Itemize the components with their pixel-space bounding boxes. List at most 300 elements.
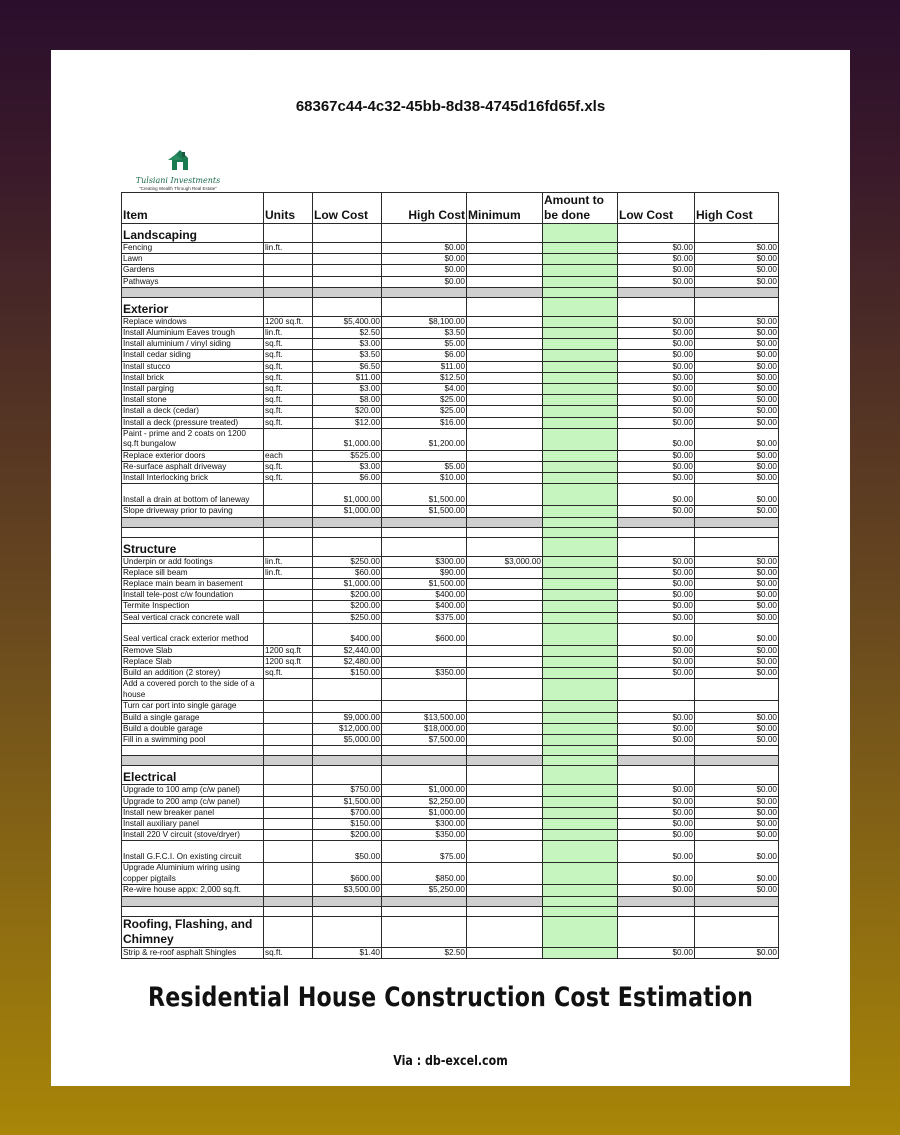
cell-minimum xyxy=(467,537,543,556)
cell-low-cost: $700.00 xyxy=(313,807,382,818)
cell-low-cost: $3.00 xyxy=(313,339,382,350)
cell-high-cost: $12.50 xyxy=(382,372,467,383)
cell-total-high xyxy=(695,756,779,766)
table-row xyxy=(122,384,779,395)
cell-total-low: $0.00 xyxy=(618,361,695,372)
cell-low-cost: $1,000.00 xyxy=(313,506,382,517)
cell-low-cost xyxy=(313,746,382,756)
cell-minimum xyxy=(467,657,543,668)
cell-minimum xyxy=(467,243,543,254)
cell-amount xyxy=(543,679,618,701)
cell-minimum xyxy=(467,406,543,417)
cell-minimum xyxy=(467,579,543,590)
cell-minimum xyxy=(467,863,543,885)
cell-low-cost xyxy=(313,265,382,276)
cell-total-high: $0.00 xyxy=(695,785,779,796)
cell-low-cost xyxy=(313,287,382,297)
cell-high-cost xyxy=(382,537,467,556)
cell-units xyxy=(264,896,313,906)
cell-units xyxy=(264,224,313,243)
cell-item: Install stucco xyxy=(122,361,264,372)
cell-total-low: $0.00 xyxy=(618,450,695,461)
cell-high-cost xyxy=(382,906,467,916)
cell-total-high: $0.00 xyxy=(695,395,779,406)
cell-amount xyxy=(543,556,618,567)
cell-amount xyxy=(543,712,618,723)
cell-total-high: $0.00 xyxy=(695,841,779,863)
cell-low-cost: $11.00 xyxy=(313,372,382,383)
table-row xyxy=(122,735,779,746)
cell-item: Underpin or add footings xyxy=(122,556,264,567)
cell-minimum xyxy=(467,350,543,361)
cell-total-low: $0.00 xyxy=(618,830,695,841)
cell-high-cost xyxy=(382,657,467,668)
cell-item: Install parging xyxy=(122,384,264,395)
cell-total-high: $0.00 xyxy=(695,818,779,829)
cell-units xyxy=(264,601,313,612)
cell-total-high: $0.00 xyxy=(695,254,779,265)
cell-units: 1200 sq.ft xyxy=(264,645,313,656)
cell-total-low: $0.00 xyxy=(618,645,695,656)
cell-total-low: $0.00 xyxy=(618,712,695,723)
cell-total-low: $0.00 xyxy=(618,556,695,567)
table-row xyxy=(122,579,779,590)
cell-units: sq.ft. xyxy=(264,473,313,484)
cell-high-cost xyxy=(382,450,467,461)
cell-minimum xyxy=(467,947,543,958)
section-header-row xyxy=(122,766,779,785)
caption-source: Via : db-excel.com xyxy=(393,1054,508,1069)
cell-units xyxy=(264,254,313,265)
cell-total-low: $0.00 xyxy=(618,735,695,746)
cell-units xyxy=(264,701,313,712)
cell-item: Replace Slab xyxy=(122,657,264,668)
cell-item xyxy=(122,527,264,537)
cell-amount xyxy=(543,906,618,916)
cell-low-cost: $150.00 xyxy=(313,668,382,679)
cell-low-cost xyxy=(313,916,382,947)
cell-item: Fencing xyxy=(122,243,264,254)
cell-low-cost: $750.00 xyxy=(313,785,382,796)
cell-amount xyxy=(543,276,618,287)
table-row xyxy=(122,885,779,896)
cell-amount xyxy=(543,796,618,807)
table-row xyxy=(122,668,779,679)
table-row xyxy=(122,254,779,265)
cell-amount xyxy=(543,841,618,863)
cell-total-high: $0.00 xyxy=(695,623,779,645)
cell-minimum xyxy=(467,807,543,818)
cell-minimum xyxy=(467,428,543,450)
cell-high-cost: $5.00 xyxy=(382,339,467,350)
cell-high-cost xyxy=(382,645,467,656)
cell-low-cost: $9,000.00 xyxy=(313,712,382,723)
cell-high-cost: $75.00 xyxy=(382,841,467,863)
cell-units: sq.ft. xyxy=(264,339,313,350)
cell-item: Install G.F.C.I. On existing circuit xyxy=(122,841,264,863)
cell-units: sq.ft. xyxy=(264,395,313,406)
cell-low-cost: $8.00 xyxy=(313,395,382,406)
cell-high-cost: $7,500.00 xyxy=(382,735,467,746)
cell-amount xyxy=(543,612,618,623)
cell-total-high: $0.00 xyxy=(695,885,779,896)
table-row xyxy=(122,796,779,807)
cell-minimum xyxy=(467,328,543,339)
cell-total-high xyxy=(695,896,779,906)
cell-units xyxy=(264,863,313,885)
document-page xyxy=(51,50,850,1086)
cell-low-cost xyxy=(313,766,382,785)
cell-low-cost: $5,400.00 xyxy=(313,316,382,327)
cell-item xyxy=(122,287,264,297)
spacer-row xyxy=(122,746,779,756)
table-row xyxy=(122,818,779,829)
cell-high-cost: $0.00 xyxy=(382,265,467,276)
cell-low-cost: $600.00 xyxy=(313,863,382,885)
cell-total-high: $0.00 xyxy=(695,372,779,383)
cell-high-cost: $0.00 xyxy=(382,254,467,265)
cell-total-high: $0.00 xyxy=(695,796,779,807)
cell-item: Install tele-post c/w foundation xyxy=(122,590,264,601)
cell-minimum xyxy=(467,645,543,656)
cell-item: Paint - prime and 2 coats on 1200 sq.ft bungalow xyxy=(122,428,264,450)
cell-low-cost: $2.50 xyxy=(313,328,382,339)
header-amount: Amount to be done xyxy=(543,193,618,224)
cell-minimum xyxy=(467,623,543,645)
cell-high-cost xyxy=(382,297,467,316)
document-title: 68367c44-4c32-45bb-8d38-4745d16fd65f.xls xyxy=(295,98,606,115)
cell-high-cost: $375.00 xyxy=(382,612,467,623)
cell-low-cost: $2,480.00 xyxy=(313,657,382,668)
cell-item: Install aluminium / vinyl siding xyxy=(122,339,264,350)
cell-high-cost: $18,000.00 xyxy=(382,723,467,734)
cell-minimum xyxy=(467,785,543,796)
cell-high-cost: $1,500.00 xyxy=(382,506,467,517)
cell-item: Install auxiliary panel xyxy=(122,818,264,829)
cell-high-cost: $1,000.00 xyxy=(382,785,467,796)
cell-amount xyxy=(543,339,618,350)
cell-low-cost: $12.00 xyxy=(313,417,382,428)
cell-units xyxy=(264,756,313,766)
cell-units: lin.ft. xyxy=(264,243,313,254)
cell-total-low xyxy=(618,746,695,756)
cell-units xyxy=(264,590,313,601)
cell-minimum xyxy=(467,756,543,766)
cell-low-cost: $250.00 xyxy=(313,612,382,623)
cell-total-high: $0.00 xyxy=(695,450,779,461)
cell-units xyxy=(264,916,313,947)
cell-minimum xyxy=(467,567,543,578)
cell-item: Structure xyxy=(122,537,264,556)
company-logo xyxy=(123,146,233,194)
cell-minimum xyxy=(467,612,543,623)
cell-total-high: $0.00 xyxy=(695,328,779,339)
cell-high-cost: $1,500.00 xyxy=(382,484,467,506)
header-units: Units xyxy=(264,193,313,224)
cell-total-low: $0.00 xyxy=(618,612,695,623)
cell-item: Install a deck (cedar) xyxy=(122,406,264,417)
cell-amount xyxy=(543,623,618,645)
cell-units: sq.ft. xyxy=(264,406,313,417)
cell-units xyxy=(264,428,313,450)
cell-total-low: $0.00 xyxy=(618,885,695,896)
table-row xyxy=(122,428,779,450)
cell-units xyxy=(264,506,313,517)
cell-minimum xyxy=(467,841,543,863)
cell-minimum xyxy=(467,450,543,461)
cell-item: Install a drain at bottom of laneway xyxy=(122,484,264,506)
cell-high-cost: $300.00 xyxy=(382,818,467,829)
cell-units xyxy=(264,796,313,807)
cell-minimum xyxy=(467,361,543,372)
cell-minimum xyxy=(467,679,543,701)
cell-total-low: $0.00 xyxy=(618,328,695,339)
cell-high-cost: $11.00 xyxy=(382,361,467,372)
cell-amount xyxy=(543,723,618,734)
header-low-cost: Low Cost xyxy=(313,193,382,224)
table-row xyxy=(122,276,779,287)
cell-minimum xyxy=(467,712,543,723)
cell-amount xyxy=(543,406,618,417)
cell-total-low xyxy=(618,287,695,297)
cell-total-high: $0.00 xyxy=(695,807,779,818)
cell-units: sq.ft. xyxy=(264,350,313,361)
table-row xyxy=(122,701,779,712)
cell-high-cost: $3.50 xyxy=(382,328,467,339)
cell-item xyxy=(122,756,264,766)
cell-total-low: $0.00 xyxy=(618,484,695,506)
cell-amount xyxy=(543,830,618,841)
cell-low-cost xyxy=(313,537,382,556)
cell-minimum xyxy=(467,276,543,287)
cell-minimum xyxy=(467,339,543,350)
header-minimum: Minimum xyxy=(467,193,543,224)
cell-item: Build a single garage xyxy=(122,712,264,723)
cell-minimum xyxy=(467,885,543,896)
cell-amount xyxy=(543,567,618,578)
cell-low-cost: $3.50 xyxy=(313,350,382,361)
cell-high-cost: $400.00 xyxy=(382,590,467,601)
cell-total-low: $0.00 xyxy=(618,723,695,734)
cell-minimum xyxy=(467,746,543,756)
cell-high-cost xyxy=(382,701,467,712)
cell-amount xyxy=(543,328,618,339)
cell-units xyxy=(264,830,313,841)
cell-item: Upgrade to 200 amp (c/w panel) xyxy=(122,796,264,807)
table-row xyxy=(122,462,779,473)
table-row xyxy=(122,601,779,612)
cell-item: Landscaping xyxy=(122,224,264,243)
table-row xyxy=(122,350,779,361)
cell-units: sq.ft. xyxy=(264,417,313,428)
cell-total-high: $0.00 xyxy=(695,735,779,746)
cell-minimum xyxy=(467,701,543,712)
cell-units xyxy=(264,807,313,818)
cell-amount xyxy=(543,785,618,796)
cell-units: lin.ft. xyxy=(264,328,313,339)
cell-units xyxy=(264,841,313,863)
cell-minimum xyxy=(467,590,543,601)
cell-total-low: $0.00 xyxy=(618,796,695,807)
cell-amount xyxy=(543,265,618,276)
cell-minimum xyxy=(467,417,543,428)
table-row xyxy=(122,807,779,818)
cell-total-low: $0.00 xyxy=(618,243,695,254)
cell-amount xyxy=(543,818,618,829)
cell-minimum xyxy=(467,723,543,734)
cell-total-high xyxy=(695,527,779,537)
cell-total-low xyxy=(618,756,695,766)
spacer-row xyxy=(122,906,779,916)
cell-item: Build a double garage xyxy=(122,723,264,734)
cell-total-high xyxy=(695,746,779,756)
cell-total-high: $0.00 xyxy=(695,243,779,254)
cell-minimum xyxy=(467,484,543,506)
cell-high-cost: $25.00 xyxy=(382,406,467,417)
cell-low-cost: $1,500.00 xyxy=(313,796,382,807)
table-row xyxy=(122,947,779,958)
cell-minimum xyxy=(467,601,543,612)
cell-amount xyxy=(543,316,618,327)
cell-amount xyxy=(543,701,618,712)
cell-total-high: $0.00 xyxy=(695,484,779,506)
cell-amount xyxy=(543,361,618,372)
cell-high-cost xyxy=(382,766,467,785)
header-total-high: High Cost xyxy=(695,193,779,224)
cell-units xyxy=(264,818,313,829)
cell-item: Replace sill beam xyxy=(122,567,264,578)
cell-total-low: $0.00 xyxy=(618,785,695,796)
cell-total-low xyxy=(618,679,695,701)
cell-low-cost: $6.50 xyxy=(313,361,382,372)
cell-total-low: $0.00 xyxy=(618,417,695,428)
cell-amount xyxy=(543,384,618,395)
cell-total-low: $0.00 xyxy=(618,623,695,645)
cell-item: Install stone xyxy=(122,395,264,406)
cell-high-cost xyxy=(382,916,467,947)
cell-total-low: $0.00 xyxy=(618,473,695,484)
cell-low-cost: $6.00 xyxy=(313,473,382,484)
cell-total-low: $0.00 xyxy=(618,276,695,287)
cell-low-cost xyxy=(313,679,382,701)
cell-units xyxy=(264,623,313,645)
cell-total-high: $0.00 xyxy=(695,350,779,361)
caption-banner xyxy=(51,972,850,1086)
cell-high-cost: $1,500.00 xyxy=(382,579,467,590)
cell-total-high xyxy=(695,517,779,527)
cell-amount xyxy=(543,428,618,450)
cell-high-cost: $0.00 xyxy=(382,276,467,287)
cell-minimum xyxy=(467,372,543,383)
cell-low-cost: $1,000.00 xyxy=(313,579,382,590)
cell-total-high xyxy=(695,297,779,316)
spacer-row xyxy=(122,527,779,537)
caption-title: Residential House Construction Cost Estimation xyxy=(147,982,754,1013)
cell-minimum xyxy=(467,735,543,746)
cell-item: Install brick xyxy=(122,372,264,383)
cell-units xyxy=(264,746,313,756)
cell-total-high: $0.00 xyxy=(695,506,779,517)
cell-total-high xyxy=(695,287,779,297)
cell-units: each xyxy=(264,450,313,461)
cell-total-high: $0.00 xyxy=(695,590,779,601)
cell-units xyxy=(264,287,313,297)
cell-amount xyxy=(543,473,618,484)
cell-low-cost xyxy=(313,896,382,906)
cell-item: Exterior xyxy=(122,297,264,316)
cell-total-high: $0.00 xyxy=(695,428,779,450)
spacer-row xyxy=(122,287,779,297)
cell-minimum xyxy=(467,316,543,327)
cell-high-cost xyxy=(382,679,467,701)
table-row xyxy=(122,785,779,796)
cell-amount xyxy=(543,254,618,265)
cell-amount xyxy=(543,947,618,958)
cell-total-low xyxy=(618,537,695,556)
cell-total-high: $0.00 xyxy=(695,406,779,417)
cell-low-cost xyxy=(313,756,382,766)
cell-minimum xyxy=(467,297,543,316)
cell-units xyxy=(264,265,313,276)
cell-total-high xyxy=(695,224,779,243)
cell-total-low: $0.00 xyxy=(618,384,695,395)
cell-total-low: $0.00 xyxy=(618,462,695,473)
cell-units: sq.ft. xyxy=(264,384,313,395)
cell-total-high: $0.00 xyxy=(695,473,779,484)
cell-high-cost: $0.00 xyxy=(382,243,467,254)
cell-amount xyxy=(543,527,618,537)
cell-high-cost xyxy=(382,517,467,527)
cell-high-cost: $350.00 xyxy=(382,668,467,679)
cell-minimum xyxy=(467,506,543,517)
section-header-row xyxy=(122,224,779,243)
cell-item: Turn car port into single garage xyxy=(122,701,264,712)
houses-logo-icon xyxy=(168,146,192,174)
table-row xyxy=(122,339,779,350)
table-row xyxy=(122,556,779,567)
cell-units xyxy=(264,735,313,746)
cell-total-low: $0.00 xyxy=(618,567,695,578)
cell-item: Re-wire house appx: 2,000 sq.ft. xyxy=(122,885,264,896)
cell-total-high: $0.00 xyxy=(695,830,779,841)
cell-units: sq.ft. xyxy=(264,462,313,473)
cell-total-high: $0.00 xyxy=(695,668,779,679)
cell-amount xyxy=(543,807,618,818)
cell-total-low xyxy=(618,701,695,712)
cell-total-low: $0.00 xyxy=(618,428,695,450)
table-row xyxy=(122,406,779,417)
cell-low-cost: $3.00 xyxy=(313,384,382,395)
cell-total-high: $0.00 xyxy=(695,567,779,578)
cell-low-cost: $1,000.00 xyxy=(313,484,382,506)
cell-item: Replace exterior doors xyxy=(122,450,264,461)
cell-low-cost: $1.40 xyxy=(313,947,382,958)
cell-minimum xyxy=(467,517,543,527)
cell-amount xyxy=(543,916,618,947)
cell-minimum xyxy=(467,287,543,297)
cell-total-high: $0.00 xyxy=(695,712,779,723)
cell-amount xyxy=(543,537,618,556)
cell-total-high: $0.00 xyxy=(695,657,779,668)
cell-total-low xyxy=(618,906,695,916)
cell-total-low: $0.00 xyxy=(618,947,695,958)
header-item: Item xyxy=(122,193,264,224)
cell-item: Pathways xyxy=(122,276,264,287)
cell-total-high: $0.00 xyxy=(695,645,779,656)
cell-units xyxy=(264,885,313,896)
cell-minimum xyxy=(467,830,543,841)
cell-units xyxy=(264,297,313,316)
